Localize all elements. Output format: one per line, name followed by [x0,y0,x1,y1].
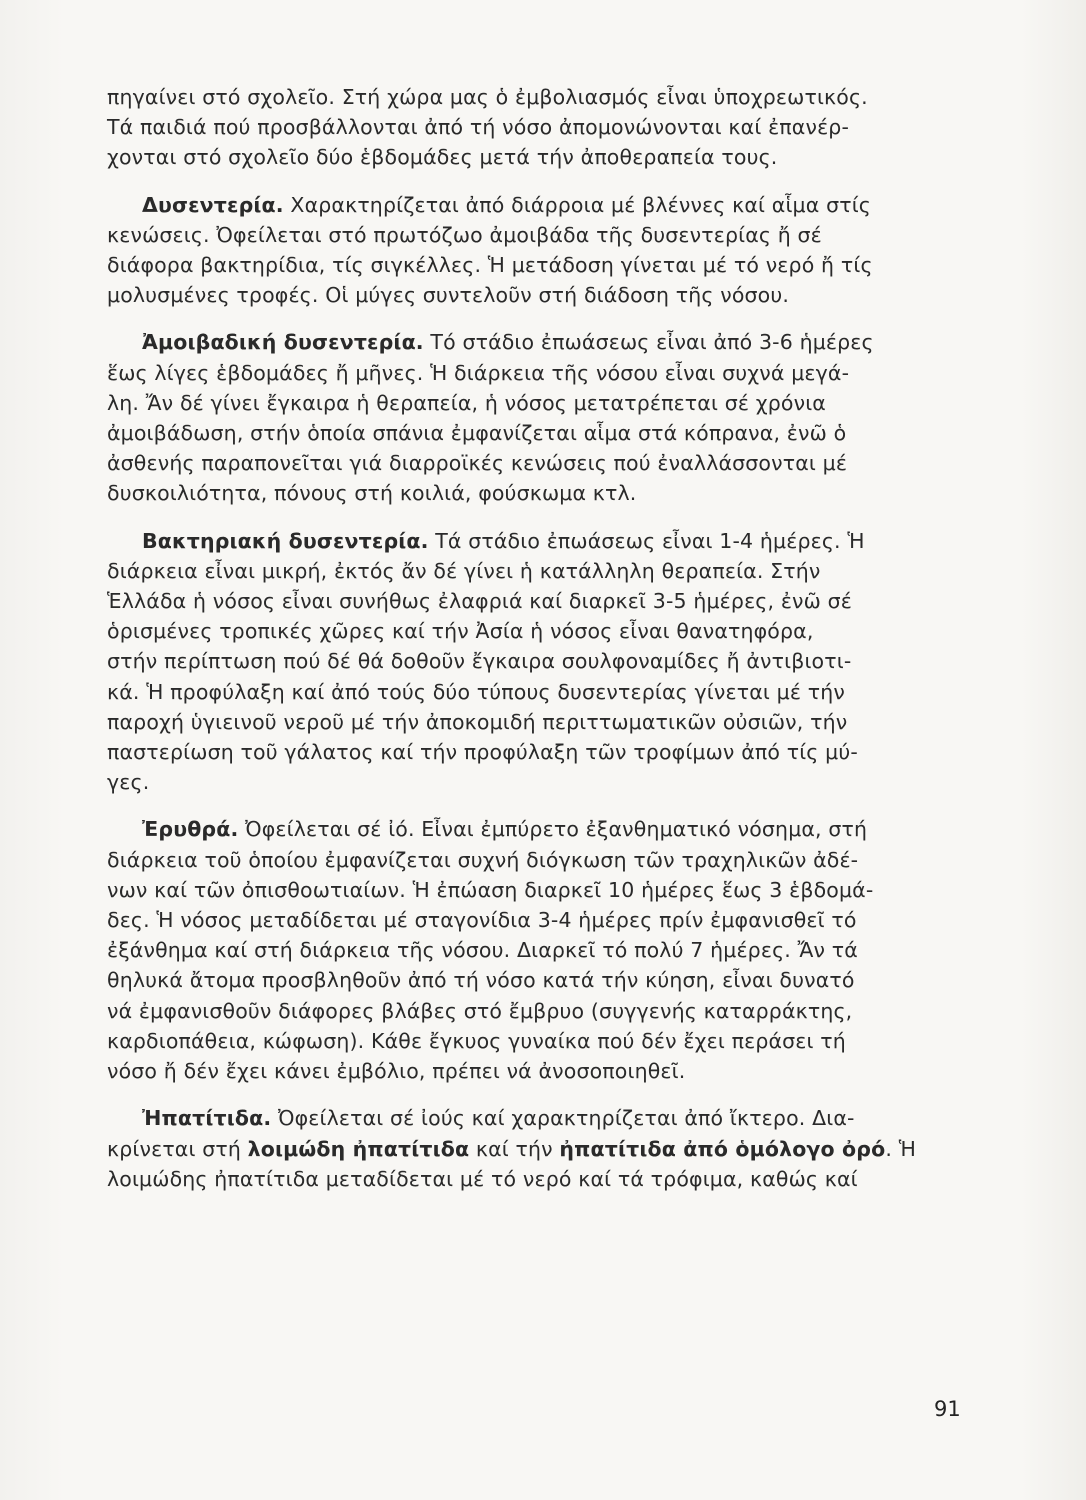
text-line: παστερίωση τοῦ γάλατος καί τήν προφύλαξη τῶν τροφίμων ἀπό τίς μύ- [107,740,858,765]
text-line: διάφορα βακτηρίδια, τίς σιγκέλλες. Ἡ μετάδοση γίνεται μέ τό νερό ἤ τίς [107,253,873,278]
text-line: Ἠπατίτιδα. Ὀφείλεται σέ ἰούς καί χαρακτηρίζεται ἀπό ἴκτερο. Δια- [142,1106,855,1131]
text-line: Τά παιδιά πού προσβάλλονται ἀπό τή νόσο ἀπομονώνονται καί ἐπανέρ- [107,115,850,140]
paragraph-rubella [107,814,965,1086]
text-line: χονται στό σχολεῖο δύο ἑβδομάδες μετά τήν ἀποθεραπεία τους. [107,145,778,170]
page-number: 91 [934,1397,961,1421]
text-line: θηλυκά ἄτομα προσβληθοῦν ἀπό τή νόσο κατά τήν κύηση, εἶναι δυνατό [107,968,855,993]
paragraph-bacterial-dysentery [107,526,965,798]
section-heading: Ἀμοιβαδική δυσεντερία. [142,330,424,355]
text-line: μολυσμένες τροφές. Οἱ μύγες συντελοῦν στή διάδοση τῆς νόσου. [107,283,790,308]
text-line: Βακτηριακή δυσεντερία. Τά στάδιο ἐπωάσεως εἶναι 1-4 ἡμέρες. Ἡ [142,528,865,553]
text-line: πηγαίνει στό σχολεῖο. Στή χώρα μας ὁ ἐμβολιασμός εἶναι ὑποχρεωτικός. [107,85,868,109]
section-heading: Βακτηριακή δυσεντερία. [142,528,429,553]
text-line: διάρκεια τοῦ ὁποίου ἐμφανίζεται συχνή διόγκωση τῶν τραχηλικῶν ἀδέ- [107,847,859,872]
text-line: νά ἐμφανισθοῦν διάφορες βλάβες στό ἔμβρυο (συγγενής καταρράκτης, [107,998,853,1023]
text-line: ὁρισμένες τροπικές χῶρες καί τήν Ἀσία ἡ νόσος εἶναι θανατηφόρα, [107,619,814,644]
text-line: καρδιοπάθεια, κώφωση). Κάθε ἔγκυος γυναίκα πού δέν ἔχει περάσει τή [107,1028,846,1053]
text-line: γες. [107,770,150,795]
text-line: Ἑλλάδα ἡ νόσος εἶναι συνήθως ἐλαφριά καί διαρκεῖ 3-5 ἡμέρες, ἐνῶ σέ [107,589,853,614]
text-line: ἀσθενής παραπονεῖται γιά διαρροϊκές κενώσεις πού ἐναλλάσσονται μέ [107,451,848,476]
section-heading: Ἠπατίτιδα. [142,1106,272,1131]
section-heading: Ἐρυθρά. [142,817,239,842]
text-line: λοιμώδης ἠπατίτιδα μεταδίδεται μέ τό νερό καί τά τρόφιμα, καθώς καί [107,1166,858,1191]
text-line: νων καί τῶν ὀπισθοωτιαίων. Ἡ ἐπώαση διαρκεῖ 10 ἡμέρες ἕως 3 ἑβδομά- [107,877,874,902]
paragraph-dysentery [107,190,965,311]
text-line: δες. Ἡ νόσος μεταδίδεται μέ σταγονίδια 3-4 ἡμέρες πρίν ἐμφανισθεῖ τό [107,908,857,933]
text-line: κρίνεται στή λοιμώδη ἠπατίτιδα καί τήν ἠπατίτιδα ἀπό ὁμόλογο ὀρό. Ἡ [107,1136,916,1161]
text-line: ἐξάνθημα καί στή διάρκεια τῆς νόσου. Διαρκεῖ τό πολύ 7 ἡμέρες. Ἄν τά [107,938,858,963]
text-line: νόσο ἤ δέν ἔχει κάνει ἐμβόλιο, πρέπει νά ἀνοσοποιηθεῖ. [107,1059,686,1084]
section-heading: Δυσεντερία. [142,192,284,217]
text-line: κά. Ἡ προφύλαξη καί ἀπό τούς δύο τύπους δυσεντερίας γίνεται μέ τήν [107,679,845,704]
text-line: Δυσεντερία. Χαρακτηρίζεται ἀπό διάρροια μέ βλέννες καί αἷμα στίς [142,192,871,217]
term-serum-hepatitis: ἠπατίτιδα ἀπό ὁμόλογο ὀρό [559,1136,886,1161]
text-line: διάρκεια εἶναι μικρή, ἐκτός ἄν δέ γίνει ἡ κατάλληλη θεραπεία. Στήν [107,558,821,583]
text-line: λη. Ἄν δέ γίνει ἔγκαιρα ἡ θεραπεία, ἡ νόσος μετατρέπεται σέ χρόνια [107,390,826,415]
text-line: κενώσεις. Ὀφείλεται στό πρωτόζωο ἀμοιβάδα τῆς δυσεντερίας ἤ σέ [107,222,822,247]
text-line: Ἐρυθρά. Ὀφείλεται σέ ἰό. Εἶναι ἐμπύρετο ἐξανθηματικό νόσημα, στή [142,817,868,842]
term-infectious-hepatitis: λοιμώδη ἠπατίτιδα [247,1136,470,1161]
text-line: στήν περίπτωση πού δέ θά δοθοῦν ἔγκαιρα σουλφοναμίδες ἤ ἀντιβιοτι- [107,649,852,674]
text-line: ἀμοιβάδωση, στήν ὁποία σπάνια ἐμφανίζεται αἷμα στά κόπρανα, ἐνῶ ὁ [107,421,847,446]
text-line: ἕως λίγες ἑβδομάδες ἤ μῆνες. Ἡ διάρκεια τῆς νόσου εἶναι συχνά μεγά- [107,360,850,385]
paragraph-school-vaccination [107,82,965,173]
paragraph-amoebic-dysentery [107,327,965,508]
text-line: δυσκοιλιότητα, πόνους στή κοιλιά, φούσκωμα κτλ. [107,481,637,506]
text-line: Ἀμοιβαδική δυσεντερία. Τό στάδιο ἐπωάσεως εἶναι ἀπό 3-6 ἡμέρες [142,330,874,355]
body-text [107,82,965,1211]
text-line: παροχή ὑγιεινοῦ νεροῦ μέ τήν ἀποκομιδή περιττωματικῶν οὐσιῶν, τήν [107,709,848,734]
paragraph-hepatitis [107,1103,965,1194]
